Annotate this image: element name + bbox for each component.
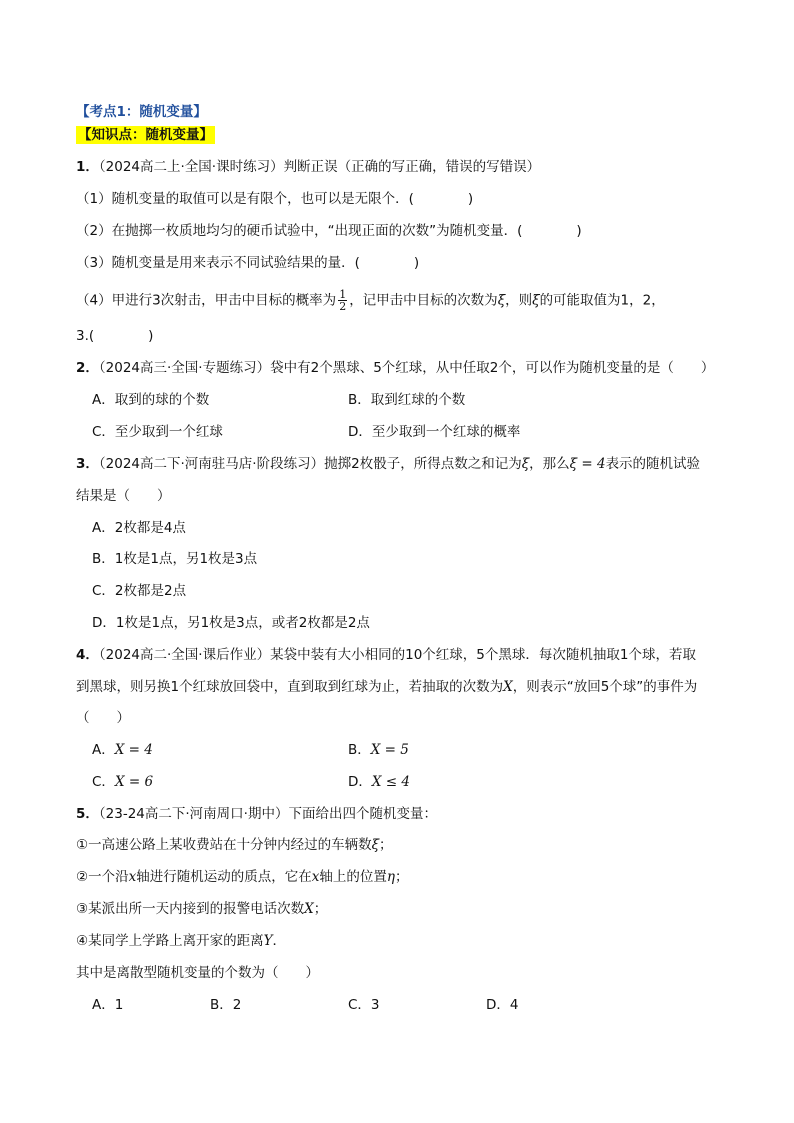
q5-item-2-end: ； xyxy=(394,869,409,885)
q5-item-3 xyxy=(76,900,327,918)
q5-item-1-text: ①一高速公路上某收费站在十分钟内经过的车辆数 xyxy=(76,837,372,853)
q2-text: 袋中有2个黑球、5个红球，从中任取2个，可以作为随机变量的是（ ） xyxy=(270,360,715,376)
x-axis-symbol: x xyxy=(311,869,320,885)
fraction-denominator: 2 xyxy=(339,300,347,313)
q5-stem xyxy=(76,805,437,823)
q1-source: （2024高二上·全国·课时练习） xyxy=(98,159,284,175)
q1-statement-4-cont: 3.( ) xyxy=(76,328,154,344)
q5-item-1-end: ； xyxy=(379,837,393,853)
q3-stem-cont: 结果是（ ） xyxy=(76,488,171,504)
q5-item-2-text-b: 轴进行随机运动的质点，它在 xyxy=(136,869,312,885)
q3-option-a: A．2枚都是4点 xyxy=(92,520,186,536)
xi-symbol: ξ xyxy=(532,292,540,309)
q1-s4-text-b: ，记甲击中目标的次数为 xyxy=(349,292,498,309)
q2-option-b: B．取到红球的个数 xyxy=(348,392,466,408)
q1-statement-1: （1）随机变量的取值可以是有限个，也可以是无限个．( ) xyxy=(76,191,474,207)
q5-item-4 xyxy=(76,932,286,950)
knowledge-point-label xyxy=(76,126,215,144)
q4-option-a xyxy=(92,741,153,759)
xi-symbol: ξ xyxy=(521,456,530,472)
q5-item-3-end: ； xyxy=(313,901,328,917)
q5-option-c: C．3 xyxy=(348,997,380,1013)
q4-text-b: 到黑球，则另换1个红球放回袋中，直到取到红球为止，若抽取的次数为 xyxy=(76,679,504,695)
q2-number: 2． xyxy=(76,360,99,376)
q3-text-c: 表示的随机试验 xyxy=(605,456,701,472)
q2-option-c: C．至少取到一个红球 xyxy=(92,424,223,440)
q3-expression: ξ = 4 xyxy=(569,456,606,472)
q4-stem-line2 xyxy=(76,678,697,696)
q1-text: 判断正误（正确的写正确，错误的写错误） xyxy=(283,159,541,175)
q4-number: 4． xyxy=(76,647,99,663)
q5-option-b: B．2 xyxy=(210,997,242,1013)
q3-source: （2024高二下·河南驻马店·阶段练习） xyxy=(98,456,325,472)
option-label: B． xyxy=(348,742,371,758)
option-label: C． xyxy=(92,774,115,790)
q5-item-4-text: ④某同学上学路上离开家的距离 xyxy=(76,933,264,949)
q2-stem xyxy=(76,359,714,377)
q3-number: 3． xyxy=(76,456,99,472)
q2-option-d: D．至少取到一个红球的概率 xyxy=(348,424,521,440)
q4-option-d xyxy=(348,773,410,791)
q5-number: 5． xyxy=(76,806,99,822)
q4-text-a: 某袋中装有大小相同的10个红球，5个黑球．每次随机抽取1个球，若取 xyxy=(270,647,696,663)
q5-item-2-text-a: ②一个沿 xyxy=(76,869,129,885)
q1-statement-3: （3）随机变量是用来表示不同试验结果的量．( ) xyxy=(76,255,420,271)
q5-item-3-text: ③某派出所一天内接到的报警电话次数 xyxy=(76,901,305,917)
xi-symbol: ξ xyxy=(497,292,506,309)
x-variable: X xyxy=(304,901,314,917)
option-label: A． xyxy=(92,742,115,758)
q1-statement-4 xyxy=(76,289,665,312)
q3-text-a: 抛掷2枚骰子，所得点数之和记为 xyxy=(324,456,522,472)
q5-option-a: A．1 xyxy=(92,997,124,1013)
q4-text-c: ，则表示“放回5个球”的事件为 xyxy=(512,679,698,695)
q1-s4-text-c: ，则 xyxy=(505,292,533,309)
q1-stem xyxy=(76,158,540,176)
option-expression: X = 5 xyxy=(370,742,409,758)
q4-option-c xyxy=(92,773,153,791)
eta-symbol: η xyxy=(386,869,395,885)
q5-source: （23-24高二下·河南周口·期中） xyxy=(98,806,289,822)
fraction-one-half xyxy=(338,289,347,312)
q4-stem xyxy=(76,646,696,664)
q4-source: （2024高二·全国·课后作业） xyxy=(98,647,271,663)
q2-source: （2024高三·全国·专题练习） xyxy=(98,360,271,376)
knowledge-point-highlight: 【知识点：随机变量】 xyxy=(78,127,213,143)
option-expression: X = 4 xyxy=(114,742,153,758)
q5-option-d: D．4 xyxy=(486,997,519,1013)
q4-stem-line3: （ ） xyxy=(76,710,130,726)
q5-item-4-end: ． xyxy=(272,933,287,949)
fraction-numerator: 1 xyxy=(339,288,347,301)
q3-option-b: B．1枚是1点，另1枚是3点 xyxy=(92,551,258,567)
q5-question: 其中是离散型随机变量的个数为（ ） xyxy=(76,965,319,981)
q1-number: 1． xyxy=(76,159,99,175)
q5-item-2 xyxy=(76,868,408,886)
xi-symbol: ξ xyxy=(371,837,380,853)
q3-option-c: C．2枚都是2点 xyxy=(92,583,187,599)
x-variable: X xyxy=(503,679,513,695)
q4-option-b xyxy=(348,741,409,759)
q3-option-d: D．1枚是1点，另1枚是3点，或者2枚都是2点 xyxy=(92,615,370,631)
option-label: D． xyxy=(348,774,372,790)
q2-option-a: A．取到的球的个数 xyxy=(92,392,210,408)
q3-text-b: ，那么 xyxy=(529,456,570,472)
y-variable: Y xyxy=(263,933,273,949)
option-expression: X = 6 xyxy=(114,774,154,790)
x-axis-symbol: x xyxy=(128,869,137,885)
q5-item-1 xyxy=(76,836,393,854)
q5-item-2-text-c: 轴上的位置 xyxy=(319,869,387,885)
section-title: 【考点1：随机变量】 xyxy=(76,104,207,120)
q5-text: 下面给出四个随机变量： xyxy=(288,806,437,822)
option-expression: X ≤ 4 xyxy=(371,774,411,790)
q1-statement-2: （2）在抛掷一枚质地均匀的硬币试验中，“出现正面的次数”为随机变量．( ) xyxy=(76,223,582,239)
q1-s4-text-d: 的可能取值为1，2， xyxy=(539,292,665,309)
q1-s4-text-a: （4）甲进行3次射击，甲击中目标的概率为 xyxy=(76,292,337,309)
q3-stem xyxy=(76,455,700,473)
